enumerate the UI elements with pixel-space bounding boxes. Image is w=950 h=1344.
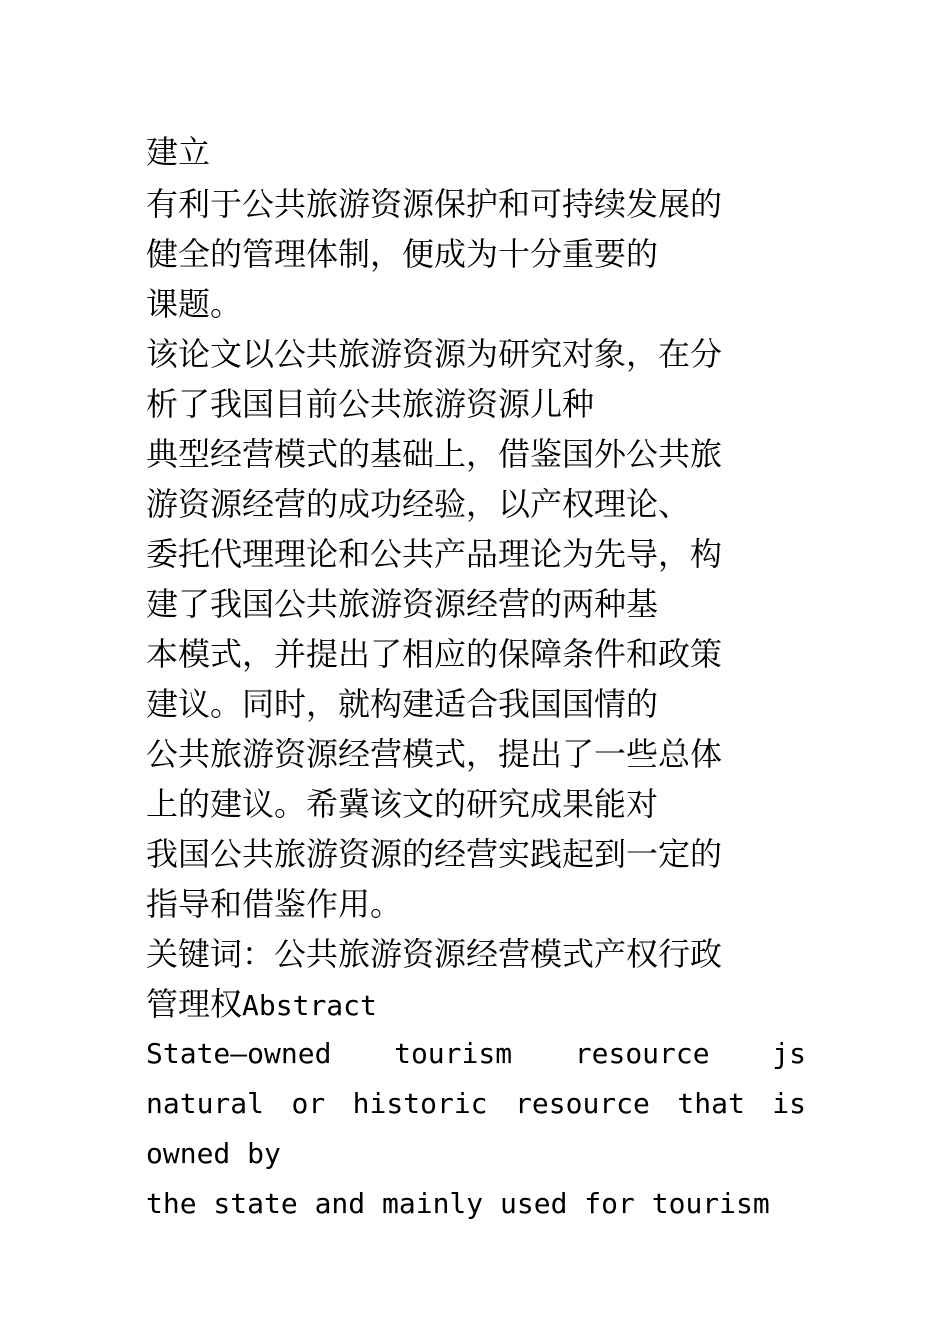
text-line: 建立 [146, 133, 211, 171]
text-line: 典型经营模式的基础上，借鉴国外公共旅 [146, 435, 723, 473]
english-line: the state and mainly used for tourism [146, 1187, 770, 1220]
text-line: 委托代理理论和公共产品理论为先导，构 [146, 535, 723, 573]
text-line: 有利于公共旅游资源保护和可持续发展的 [146, 185, 723, 223]
text-line: 本模式，并提出了相应的保障条件和政策 [146, 635, 723, 673]
keywords-tail-cn: 管理权 [146, 985, 243, 1023]
text-line: 建议。同时，就构建适合我国国情的 [146, 685, 659, 723]
keywords-line: 关键词：公共旅游资源经营模式产权行政 [146, 935, 723, 973]
text-line: 析了我国目前公共旅游资源儿种 [146, 385, 595, 423]
text-line: 我国公共旅游资源的经营实践起到一定的 [146, 835, 723, 873]
text-line: 游资源经营的成功经验，以产权理论、 [146, 485, 691, 523]
english-line: owned by [146, 1137, 281, 1170]
english-line: State—owned tourism resource js [146, 1037, 806, 1070]
text-line: 指导和借鉴作用。 [146, 885, 403, 923]
keywords-tail-line [146, 979, 806, 1029]
text-line: 健全的管理体制，便成为十分重要的 [146, 235, 659, 273]
text-line: 课题。 [146, 285, 243, 323]
text-line: 该论文以公共旅游资源为研究对象，在分 [146, 335, 723, 373]
document-page [146, 125, 806, 1229]
text-line: 上的建议。希冀该文的研究成果能对 [146, 785, 659, 823]
english-line: natural or historic resource that is [146, 1087, 806, 1120]
text-line: 公共旅游资源经营模式，提出了一些总体 [146, 735, 723, 773]
text-line: 建了我国公共旅游资源经营的两种基 [146, 585, 659, 623]
abstract-heading: Abstract [242, 989, 377, 1022]
